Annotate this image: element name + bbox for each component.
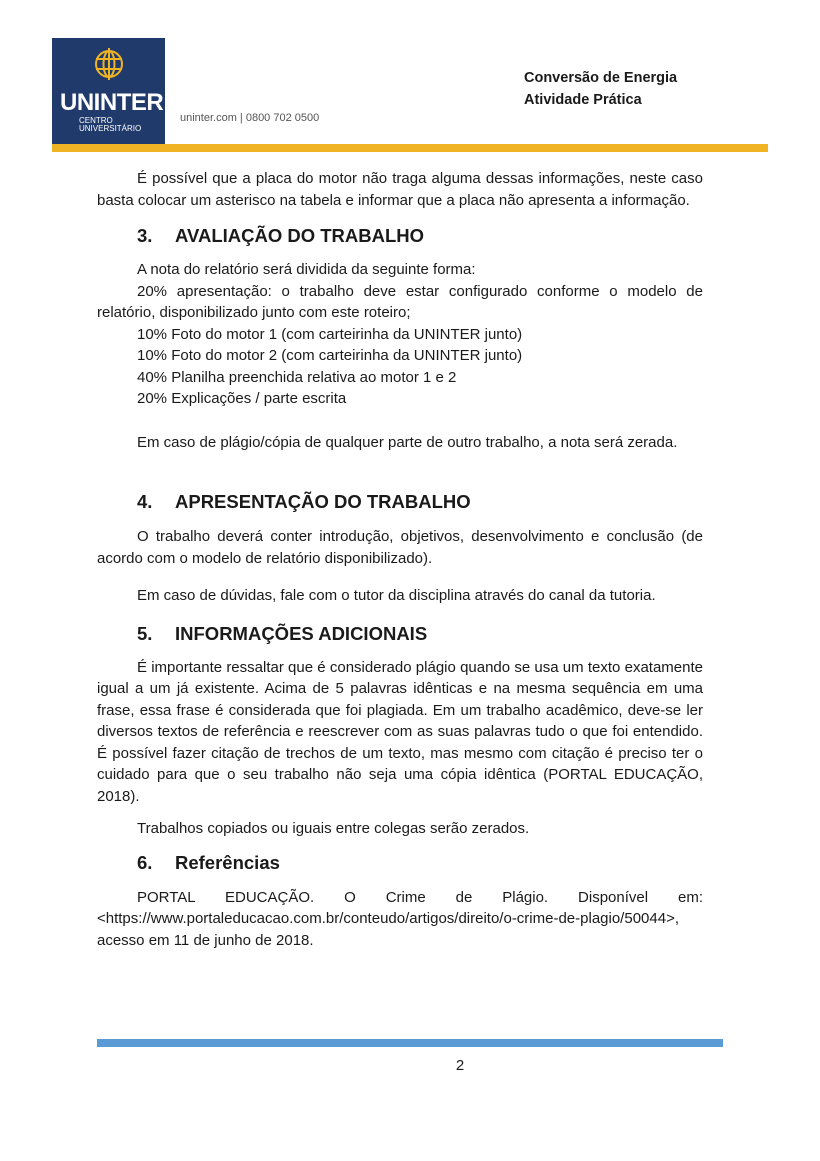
header-divider bbox=[52, 144, 768, 152]
logo-wordmark: UNINTER bbox=[60, 89, 164, 116]
page-number: 2 bbox=[455, 1057, 465, 1074]
paragraph: É importante ressaltar que é considerado plágio quando se usa um texto exatamente igual a um já existente. Acima de 5 palavras idênticas e na mesma sequência em uma frase, essa frase é considerada que foi plagiada. Em um trabalho acadêmico, deve-se ler diversos textos de referência e reescrever com as suas palavras tudo o que foi entendido. É possível fazer citação de trechos de um texto, mas mesmo com citação é preciso ter o cuidado para que o seu trabalho não seja uma cópia idêntica (PORTAL EDUCAÇÃO, 2018). bbox=[97, 658, 703, 805]
course-name: Conversão de Energia bbox=[524, 70, 678, 86]
header-title bbox=[524, 67, 677, 111]
paragraph: Em caso de dúvidas, fale com o tutor da disciplina através do canal da tutoria. bbox=[137, 587, 656, 604]
header-contact: uninter.com | 0800 702 0500 bbox=[180, 112, 320, 124]
document-body bbox=[97, 168, 703, 951]
paragraph: Em caso de plágio/cópia de qualquer parte de outro trabalho, a nota será zerada. bbox=[137, 433, 678, 451]
section-6-heading bbox=[97, 851, 703, 875]
intro-paragraph: É possível que a placa do motor não traga alguma dessas informações, neste caso basta colocar um asterisco na tabela e informar que a placa não apresenta a informação. bbox=[97, 170, 703, 209]
list-item: 10% Foto do motor 1 (com carteirinha da UNINTER junto) bbox=[137, 325, 523, 343]
paragraph: O trabalho deverá conter introdução, objetivos, desenvolvimento e conclusão (de acordo com o modelo de relatório disponibilizado). bbox=[97, 528, 703, 567]
section-3-heading bbox=[97, 224, 703, 248]
reference-entry: PORTAL EDUCAÇÃO. O Crime de Plágio. Disponível em: <https://www.portaleducacao.com.br/conteudo/artigos/direito/o-crime-de-plagio/50044>, acesso em 11 de junho de 2018. bbox=[97, 888, 703, 949]
uninter-logo bbox=[52, 38, 165, 144]
list-item: 20% Explicações / parte escrita bbox=[137, 390, 347, 407]
footer-divider bbox=[97, 1039, 723, 1047]
list-item: 40% Planilha preenchida relativa ao motor 1 e 2 bbox=[137, 368, 457, 386]
paragraph: Trabalhos copiados ou iguais entre colegas serão zerados. bbox=[137, 820, 530, 837]
paragraph: A nota do relatório será dividida da seguinte forma: bbox=[137, 261, 476, 278]
logo-sub-line-2: UNIVERSITÁRIO bbox=[79, 124, 142, 133]
section-number: 5. bbox=[137, 622, 153, 644]
logo-sub-line-1: CENTRO bbox=[79, 116, 113, 125]
section-number: 3. bbox=[137, 225, 153, 246]
logo-subtitle bbox=[79, 117, 141, 133]
paragraph: 20% apresentação: o trabalho deve estar configurado conforme o modelo de relatório, disponibilizado junto com este roteiro; bbox=[97, 282, 703, 321]
section-title: INFORMAÇÕES ADICIONAIS bbox=[175, 622, 428, 644]
section-4-heading bbox=[97, 490, 703, 514]
section-5-heading bbox=[97, 622, 703, 646]
document-type: Atividade Prática bbox=[524, 92, 642, 108]
section-number: 6. bbox=[137, 851, 153, 873]
section-number: 4. bbox=[137, 491, 153, 512]
list-item: 10% Foto do motor 2 (com carteirinha da UNINTER junto) bbox=[137, 347, 523, 364]
section-title: AVALIAÇÃO DO TRABALHO bbox=[175, 225, 425, 246]
section-title: Referências bbox=[175, 851, 280, 873]
section-title: APRESENTAÇÃO DO TRABALHO bbox=[175, 491, 471, 512]
